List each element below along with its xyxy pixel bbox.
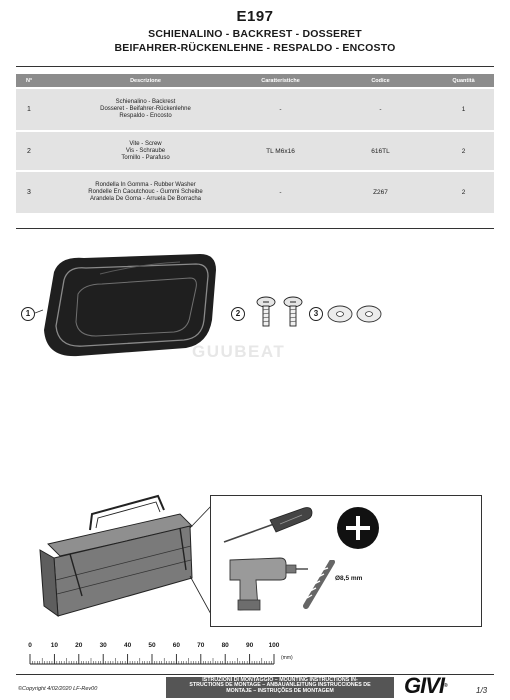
watermark: GUUBEAT	[192, 342, 286, 361]
row-specs: -	[233, 172, 328, 213]
scale-tick-label: 20	[75, 642, 83, 649]
row-quantity: 1	[433, 89, 494, 130]
instructions-line: ISTRUZIONI DI MONTAGGIO – MOUNTING INSTRUCTIONS IN-	[202, 677, 358, 683]
givi-logo	[404, 674, 447, 698]
scale-tick-label: 10	[50, 642, 59, 649]
screw	[257, 297, 275, 326]
instructions-line: MONTAJE – INSTRUÇÕES DE MONTAGEM	[226, 687, 334, 694]
scale-tick-label: 70	[197, 642, 205, 649]
logo-text: GIVI	[404, 673, 445, 698]
table-header-row	[16, 74, 494, 87]
callout-3: 3	[309, 307, 323, 321]
washer-illustration	[326, 302, 386, 326]
description-line: Rondella In Gomma - Rubber Washer	[95, 182, 196, 188]
screw	[284, 297, 302, 326]
col-header-specs: Caratteristiche	[233, 74, 328, 87]
description-line: Vis - Schraube	[125, 147, 166, 154]
instructions-line: STRUCTIONS DE MONTAGE – ANBAUANLEITUNG INSTRUCCIONES DE	[189, 682, 371, 689]
scale-tick-label: 0	[28, 642, 32, 649]
callout-1-leader	[35, 305, 43, 317]
document-title-line2: BEIFAHRER-RÜCKENLEHNE - RESPALDO - ENCOSTO	[114, 42, 396, 54]
description-line: Dosseret - Beifahrer-Rückenlehne	[100, 106, 191, 112]
logo-registered-mark: ®	[444, 683, 447, 689]
scale-tick-label: 100	[268, 642, 280, 649]
row-description	[58, 172, 233, 213]
backrest-body	[44, 254, 216, 356]
description-line: Vite - Screw	[129, 140, 162, 147]
scale-tick-label: 30	[99, 642, 107, 649]
row-description	[58, 89, 233, 130]
col-header-number: N°	[16, 74, 58, 87]
document-title-line1: SCHIENALINO - BACKREST - DOSSERET	[148, 28, 362, 40]
scale-tick-label: 80	[221, 642, 229, 649]
parts-table	[16, 72, 494, 215]
row-code: Z267	[328, 172, 433, 213]
description-line: Tornillo - Parafuso	[121, 154, 170, 161]
scale-tick-label: 50	[148, 642, 156, 649]
copyright-text: ©Copyright 4/02/2020 LF-Rev00	[18, 686, 98, 692]
callout-2: 2	[231, 307, 245, 321]
instructions-banner	[166, 677, 394, 698]
header-divider	[16, 66, 494, 67]
screwdriver-icon	[218, 502, 316, 548]
document-code: E197	[236, 8, 274, 25]
description-line: Arandela De Goma - Arruela De Borracha	[89, 196, 202, 202]
row-quantity: 2	[433, 132, 494, 170]
drill-icon	[226, 550, 310, 614]
page-number: 1/3	[476, 686, 488, 695]
washer	[328, 306, 352, 322]
scale-tick-label: 60	[172, 642, 181, 649]
phillips-bit-icon	[336, 506, 380, 550]
scale-tick-label: 40	[123, 642, 132, 649]
toolbox-leader-line	[190, 576, 212, 616]
table-row	[16, 172, 494, 213]
toolbox-illustration	[30, 488, 230, 628]
callout-1: 1	[21, 307, 35, 321]
row-number: 2	[16, 132, 58, 170]
description-line: Schienalino - Backrest	[115, 99, 176, 105]
scale-unit: (mm)	[281, 655, 293, 661]
table-row	[16, 89, 494, 130]
col-header-quantity: Quantità	[433, 74, 494, 87]
col-header-description: Descrizione	[58, 74, 233, 87]
row-number: 1	[16, 89, 58, 130]
col-header-code: Codice	[328, 74, 433, 87]
row-code: 616TL	[328, 132, 433, 170]
screw-illustration	[255, 296, 307, 332]
drill-bit-icon	[302, 560, 336, 610]
row-description	[58, 132, 233, 170]
description-line: Rondelle En Caoutchouc - Gummi Scheibe	[88, 189, 203, 195]
row-specs: TL M6x16	[233, 132, 328, 170]
table-divider	[16, 228, 494, 229]
row-specs: -	[233, 89, 328, 130]
description-line: Respaldo - Encosto	[119, 113, 172, 119]
scale-ruler	[0, 651, 300, 667]
table-row	[16, 132, 494, 170]
drill-bit-diameter: Ø8,5 mm	[335, 575, 363, 582]
row-quantity: 2	[433, 172, 494, 213]
scale-tick-label: 90	[245, 642, 254, 649]
row-code: -	[328, 89, 433, 130]
washer	[357, 306, 381, 322]
row-number: 3	[16, 172, 58, 213]
